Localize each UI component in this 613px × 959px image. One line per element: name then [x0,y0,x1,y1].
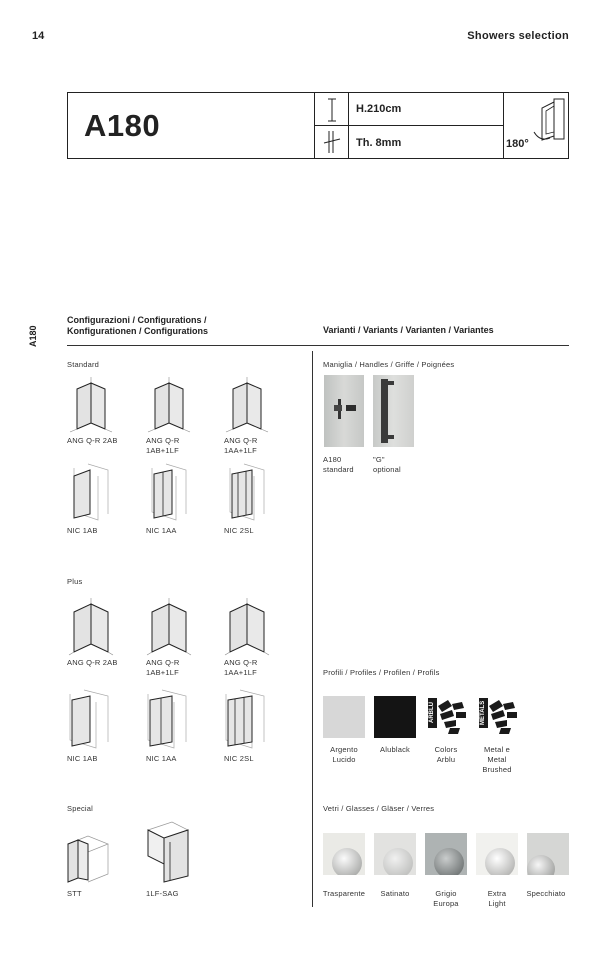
config-label: NIC 1AA [146,526,177,535]
standard-title: Standard [67,360,100,369]
config-label: ANG Q-R 1AB+1LF [146,436,180,455]
handle-standard-photo [324,375,364,447]
config-label: NIC 1AA [146,754,177,763]
config-label: ANG Q-R 1AA+1LF [224,658,258,677]
glass-sample-satinato [374,833,416,875]
glass-label: Trasparente [322,889,366,898]
corner-enclosure-icon [68,596,114,656]
config-label: NIC 2SL [224,754,254,763]
variants-heading: Varianti / Variants / Varianten / Variantes [323,325,494,335]
niche-enclosure-icon [222,688,268,750]
special-title: Special [67,804,93,813]
thickness-icon [321,129,343,155]
height-icon [322,97,342,123]
glass-sample-grigio-europa [425,833,467,875]
spec-box [67,92,569,159]
profile-label: Metal e Metal Brushed [482,745,512,774]
plus-title: Plus [67,577,83,586]
profile-swatch-alublack [374,696,416,738]
thickness-value: Th. 8mm [356,137,402,149]
config-label: 1LF-SAG [146,889,179,898]
niche-enclosure-icon [68,462,114,522]
handle-label: A180 standard [323,455,354,474]
glass-label: Grigio Europa [433,889,459,908]
profile-swatch-argento [323,696,365,738]
glass-label: Extra Light [487,889,507,908]
config-label: NIC 1AB [67,526,98,535]
page-number: 14 [32,30,45,42]
model-name: A180 [84,108,161,143]
profile-label: Colors Arblu [434,745,458,764]
sag-enclosure-icon [144,820,192,884]
glass-sample-trasparente [323,833,365,875]
handle-label: "G" optional [373,455,401,474]
corner-enclosure-icon [146,596,192,656]
door-opening-icon [530,96,568,144]
metals-fan-icon [477,696,519,738]
stt-enclosure-icon [64,824,110,884]
handle-g-photo [373,375,414,447]
glasses-title: Vetri / Glasses / Gläser / Verres [323,804,435,813]
handles-title: Maniglia / Handles / Griffe / Poignées [323,360,455,369]
niche-enclosure-icon [144,688,190,750]
config-label: ANG Q-R 2AB [67,658,118,667]
corner-enclosure-icon [146,375,192,433]
glass-sample-extra-light [476,833,518,875]
config-label: NIC 2SL [224,526,254,535]
config-label: ANG Q-R 1AA+1LF [224,436,258,455]
glass-sample-specchiato [527,833,569,875]
svg-text:METALS: METALS [480,700,486,725]
side-label: A180 [28,325,38,347]
niche-enclosure-icon [224,462,270,522]
configurations-heading: Configurazioni / Configurations / Konfigurationen / Configurations [67,315,208,336]
config-label: NIC 1AB [67,754,98,763]
niche-enclosure-icon [66,688,112,750]
colors-arblu-fan-icon [426,696,468,738]
profile-label: Argento Lucido [330,745,358,764]
section-title: Showers selection [467,30,569,42]
opening-angle: 180° [506,138,529,150]
heading-divider [67,345,569,346]
column-divider [312,351,313,907]
niche-enclosure-icon [146,462,192,522]
profiles-title: Profili / Profiles / Profilen / Profils [323,668,440,677]
config-label: ANG Q-R 1AB+1LF [146,658,180,677]
corner-enclosure-icon [224,375,270,433]
glass-label: Specchiato [526,889,566,898]
config-label: ANG Q-R 2AB [67,436,118,445]
svg-text:ARBLU: ARBLU [429,702,435,723]
corner-enclosure-icon [224,596,270,656]
glass-label: Satinato [380,889,410,898]
corner-enclosure-icon [68,375,114,433]
profile-label: Alublack [380,745,410,754]
height-value: H.210cm [356,103,402,115]
config-label: STT [67,889,82,898]
